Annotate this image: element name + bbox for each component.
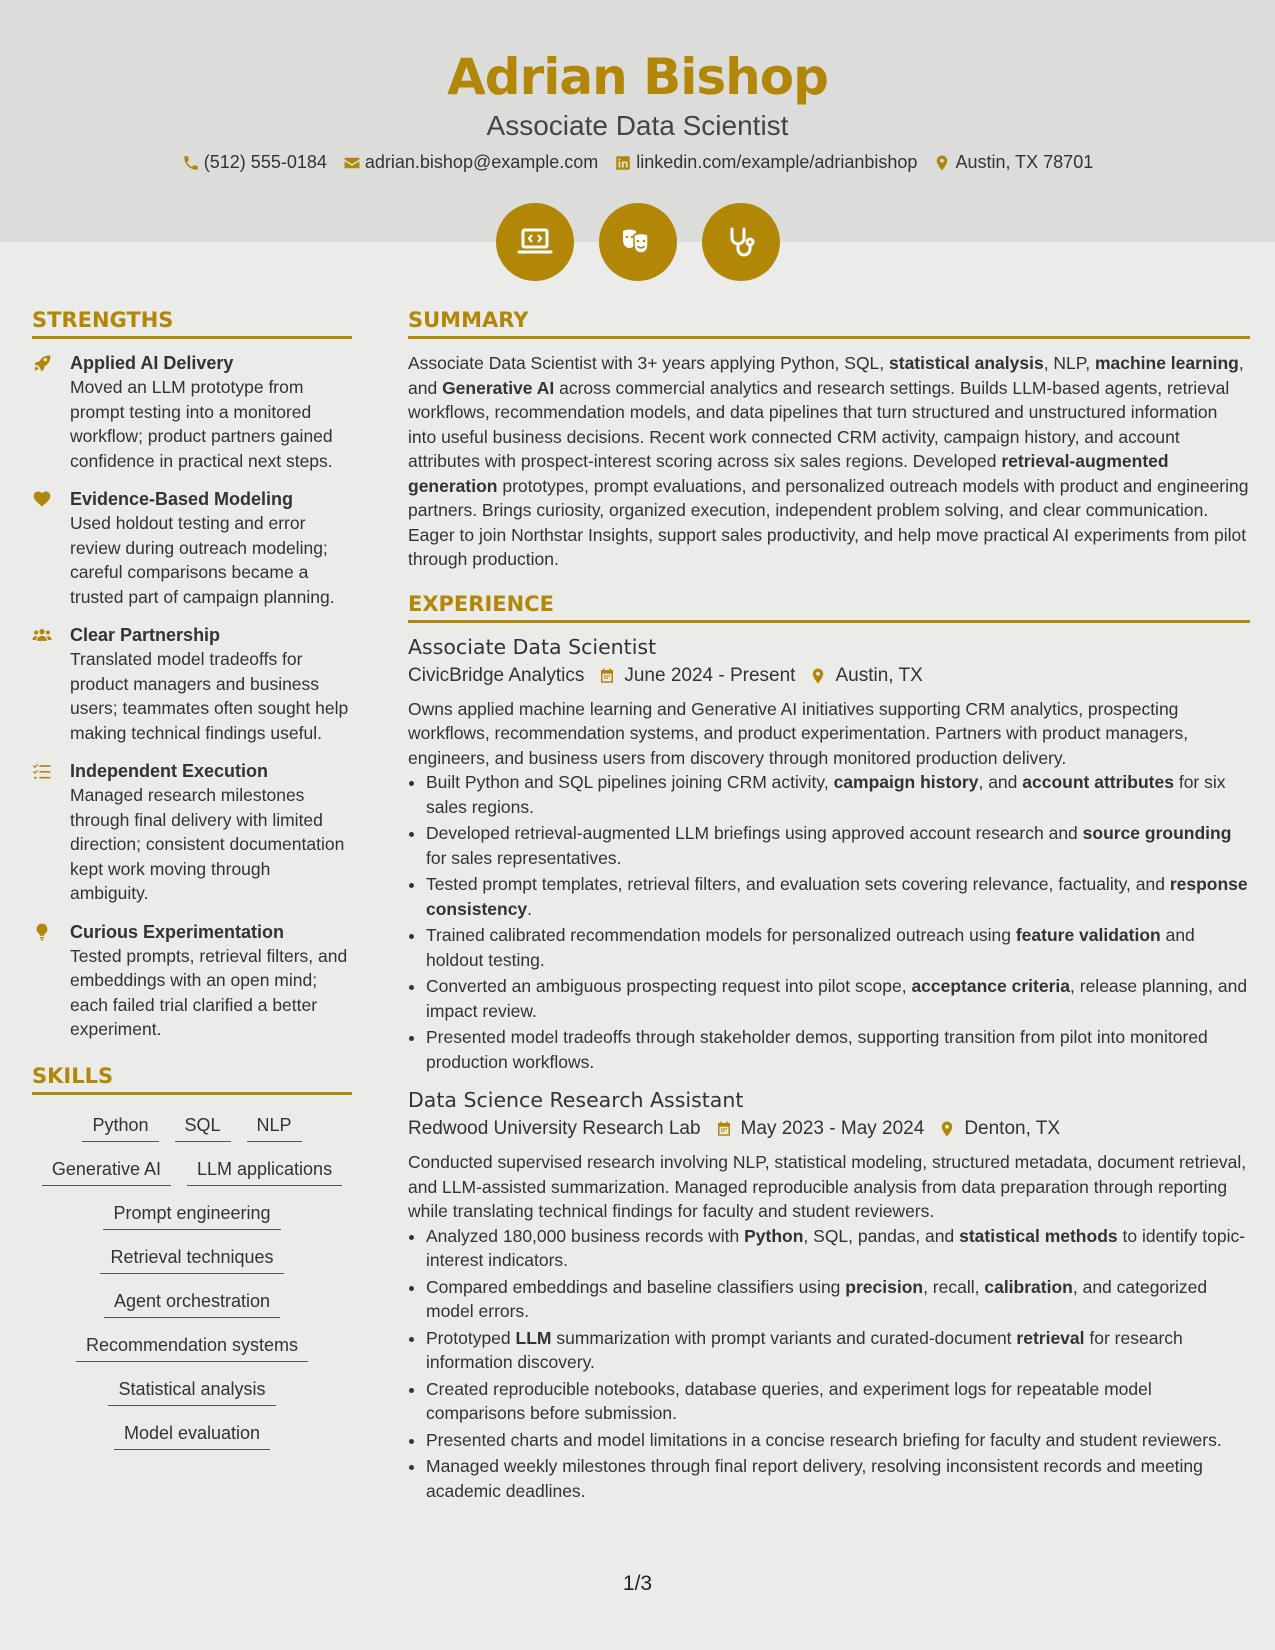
strength-title: Clear Partnership [70, 625, 221, 645]
bold-text: response consistency [426, 874, 1248, 919]
bold-text: retrieval [1016, 1327, 1085, 1348]
text-run: prototypes, prompt evaluations, and personalized outreach models with product and engineering partners. Brings curiosity, organized execution, independent problem solving, and clear communication. Eager to join Northstar Insights, support sales productivity, and help move practical AI experiments from pilot through production. [408, 475, 1249, 569]
job-location: Denton, TX [964, 1118, 1061, 1139]
lightbulb-icon [32, 922, 52, 942]
bullet-item [426, 1275, 1250, 1324]
text-run: to identify topic-interest indicators. [426, 1225, 1246, 1270]
heart-icon [32, 489, 52, 509]
text-run: Created reproducible notebooks, database queries, and experiment logs for repeatable model comparisons before submission. [426, 1378, 1152, 1423]
contact-phone-text: (512) 555-0184 [203, 152, 327, 172]
left-column [32, 308, 352, 1450]
bullet-item [426, 923, 1250, 972]
skill-tag: LLM applications [187, 1157, 342, 1186]
laptop-code-icon [515, 222, 555, 262]
summary-text [408, 351, 1250, 572]
job-bullets [426, 770, 1250, 1074]
bold-text: statistical analysis [889, 353, 1044, 373]
bullet-item [426, 872, 1250, 921]
bullet-item [426, 821, 1250, 870]
text-run: Tested prompt templates, retrieval filters, and evaluation sets covering relevance, factuality, and [426, 874, 1170, 894]
job-title: Data Science Research Assistant [408, 1088, 744, 1112]
skill-tag: SQL [175, 1113, 231, 1142]
text-run: , and [408, 353, 1244, 398]
rocket-icon [32, 353, 52, 373]
bold-text: campaign history [833, 772, 979, 792]
bold-text: statistical methods [959, 1225, 1118, 1246]
bold-text: LLM [515, 1327, 552, 1348]
strengths-heading: STRENGTHS [32, 308, 352, 339]
text-run: Compared embeddings and baseline classifiers using [426, 1276, 846, 1297]
job-entry [408, 635, 1250, 1075]
bullet-item [426, 1224, 1250, 1273]
job-description: Conducted supervised research involving NLP, statistical modeling, structured metadata, document retrieval, and LLM-assisted summarization. Managed reproducible analysis from data preparation through reporting while translating technical findings for faculty and student reviewers. [408, 1152, 1247, 1221]
text-run: Associate Data Scientist with 3+ years applying Python, SQL, [408, 353, 890, 373]
linkedin-icon [614, 154, 632, 172]
skills-list [32, 1113, 352, 1450]
job-company: Redwood University Research Lab [408, 1118, 701, 1139]
calendar-icon [598, 667, 616, 685]
strength-desc: Used holdout testing and error review during outreach modeling; careful comparisons became a trusted part of campaign planning. [70, 513, 335, 607]
job-entry [408, 1088, 1250, 1503]
contact-location [933, 152, 1093, 173]
job-meta [408, 1118, 1250, 1140]
list-check-icon [32, 761, 52, 781]
summary-heading: SUMMARY [408, 308, 1250, 339]
job-description: Owns applied machine learning and Generative AI initiatives supporting CRM analytics, prospecting workflows, recommendation systems, and product experimentation. Partners with product managers, engineers, and business users from discovery through monitored production delivery. [408, 698, 1189, 768]
strength-item [32, 920, 352, 1042]
text-run: across commercial analytics and research settings. Builds LLM-based agents, retrieval workflows, recommendation models, and data pipelines that turn structured and unstructured information into useful business decisions. Recent work connected CRM activity, campaign history, and account attributes with prospect-interest scoring across six sales regions. Developed [408, 377, 1230, 471]
skill-tag: Statistical analysis [108, 1377, 275, 1406]
badge-masks [599, 203, 677, 281]
skill-tag: Model evaluation [114, 1421, 270, 1450]
text-run: , and [978, 772, 1023, 792]
text-run: , and categorized model errors. [426, 1276, 1208, 1321]
location-icon [933, 154, 951, 172]
bullet-item [426, 1326, 1250, 1375]
bullet-item [426, 974, 1250, 1023]
job-location: Austin, TX [835, 664, 923, 686]
text-run: , recall, [923, 1276, 985, 1297]
text-run: Presented charts and model limitations in a concise research briefing for faculty and student reviewers. [426, 1429, 1222, 1450]
strength-desc: Tested prompts, retrieval filters, and embeddings with an open mind; each failed trial clarified a better experiment. [70, 945, 348, 1039]
candidate-name: Adrian Bishop [447, 48, 828, 106]
job-title: Associate Data Scientist [408, 634, 657, 659]
strength-item [32, 487, 352, 609]
job-company: CivicBridge Analytics [408, 664, 585, 686]
job-bullets [426, 1224, 1250, 1504]
contact-email[interactable] [343, 152, 598, 173]
text-run: Converted an ambiguous prospecting request into pilot scope, [426, 976, 912, 996]
skill-tag: Prompt engineering [103, 1201, 280, 1230]
phone-icon [182, 154, 200, 172]
text-run: for six sales regions. [426, 772, 1226, 817]
location-icon [938, 1120, 956, 1138]
contact-linkedin[interactable] [614, 152, 917, 173]
bold-text: precision [845, 1276, 924, 1297]
text-run: Developed retrieval-augmented LLM briefings using approved account research and [426, 823, 1083, 843]
strength-title: Evidence-Based Modeling [70, 489, 294, 509]
text-run: Trained calibrated recommendation models for personalized outreach using [426, 925, 1016, 945]
right-column [408, 308, 1250, 1505]
bullet-item [426, 1454, 1250, 1503]
interest-badges [0, 203, 1275, 281]
experience-heading: EXPERIENCE [408, 592, 1250, 623]
text-run: Analyzed 180,000 business records with [426, 1225, 745, 1246]
bold-text: calibration [984, 1276, 1073, 1297]
text-run: Prototyped [426, 1327, 516, 1348]
text-run: , SQL, pandas, and [803, 1225, 960, 1246]
strength-title: Independent Execution [70, 761, 269, 781]
candidate-title: Associate Data Scientist [486, 110, 789, 141]
skill-tag: Retrieval techniques [100, 1245, 283, 1274]
bold-text: source grounding [1082, 823, 1232, 843]
bold-text: machine learning [1094, 353, 1239, 373]
bold-text: feature validation [1015, 925, 1161, 945]
contact-linkedin-text: linkedin.com/example/adrianbishop [636, 152, 918, 172]
text-run: , release planning, and impact review. [426, 976, 1248, 1021]
job-meta [408, 665, 1250, 687]
bold-text: retrieval-augmented generation [408, 451, 1169, 496]
strength-title: Applied AI Delivery [70, 353, 234, 373]
text-run: summarization with prompt variants and curated-document [551, 1327, 1017, 1348]
strength-item [32, 759, 352, 906]
contact-email-text: adrian.bishop@example.com [364, 152, 599, 172]
skill-tag: Agent orchestration [104, 1289, 280, 1318]
skill-tag: Generative AI [42, 1157, 171, 1186]
skill-tag: Python [82, 1113, 158, 1142]
skills-heading: SKILLS [32, 1064, 352, 1095]
strength-desc: Managed research milestones through final delivery with limited direction; consistent documentation kept work moving through ambiguity. [70, 785, 345, 903]
text-run: , NLP, [1043, 353, 1095, 373]
badge-stethoscope [702, 203, 780, 281]
theater-masks-icon [618, 222, 658, 262]
text-run: . [527, 898, 533, 919]
text-run: and holdout testing. [426, 925, 1195, 970]
skill-tag: NLP [247, 1113, 302, 1142]
contact-location-text: Austin, TX 78701 [955, 152, 1094, 172]
strength-desc: Moved an LLM prototype from prompt testing into a monitored workflow; product partners gained confidence in practical next steps. [70, 377, 333, 471]
bold-text: Generative AI [442, 377, 555, 398]
text-run: Managed weekly milestones through final report delivery, resolving inconsistent records and meeting academic deadlines. [426, 1456, 1203, 1501]
text-run: for research information discovery. [426, 1327, 1183, 1372]
bullet-item [426, 1428, 1250, 1453]
page-number: 1/3 [622, 1572, 653, 1595]
bullet-item [426, 770, 1250, 819]
skill-tag: Recommendation systems [76, 1333, 308, 1362]
job-dates: May 2023 - May 2024 [740, 1118, 925, 1139]
strength-item [32, 623, 352, 745]
badge-laptop [496, 203, 574, 281]
text-run: Presented model tradeoffs through stakeholder demos, supporting transition from pilot into monitored production workflows. [426, 1027, 1208, 1072]
bold-text: account attributes [1022, 772, 1174, 792]
text-run: for sales representatives. [426, 847, 622, 868]
contact-phone[interactable] [182, 152, 327, 173]
bold-text: Python [744, 1225, 804, 1246]
email-icon [343, 154, 361, 172]
job-dates: June 2024 - Present [624, 664, 796, 686]
calendar-icon [715, 1120, 733, 1138]
location-icon [809, 667, 827, 685]
bullet-item [426, 1377, 1250, 1426]
strength-item [32, 351, 352, 473]
users-icon [32, 625, 52, 645]
text-run: Built Python and SQL pipelines joining CRM activity, [426, 772, 834, 792]
contact-bar [0, 152, 1275, 173]
strength-title: Curious Experimentation [70, 921, 285, 942]
stethoscope-icon [721, 222, 761, 262]
bold-text: acceptance criteria [911, 976, 1071, 996]
strength-desc: Translated model tradeoffs for product managers and business users; teammates often sought help making technical findings useful. [70, 649, 349, 743]
bullet-item [426, 1025, 1250, 1074]
